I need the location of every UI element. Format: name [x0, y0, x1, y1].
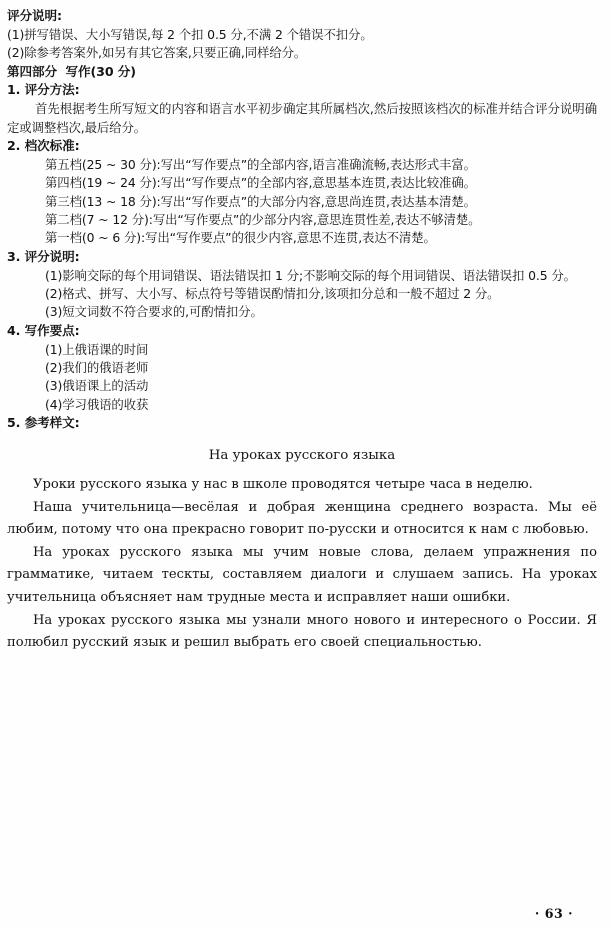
section3-item-1: (1)影响交际的每个用词错误、语法错误扣 1 分;不影响交际的每个用词错误、语法错误扣 0.5 分。	[45, 267, 576, 283]
scoring-notes-item-1: (1)拼写错误、大小写错误,每 2 个扣 0.5 分,不满 2 个错误不扣分。	[7, 26, 373, 42]
sample-paragraph-3: На уроках русского языка мы учим новые слова, делаем упражнения по грамматике, читаем тескты, составляем диалоги и слушаем запись. На уроках учительница объясняет нам трудные места и исправляет наши ошибки.	[7, 544, 597, 606]
section3-heading: 3. 评分说明:	[7, 248, 80, 264]
scoring-notes-item-2: (2)除参考答案外,如另有其它答案,只要正确,同样给分。	[7, 45, 307, 61]
section1-body: 首先根据考生所写短文的内容和语言水平初步确定其所属档次,然后按照该档次的标准并结合评分说明确定或调整档次,最后给分。	[7, 101, 597, 135]
section4-item-2: (2)我们的俄语老师	[45, 360, 149, 376]
section4-item-3: (3)俄语课上的活动	[45, 378, 149, 394]
sample-title-wrap	[7, 445, 597, 467]
sample-paragraph-1: Уроки русского языка у нас в школе проводятся четыре часа в неделю.	[33, 477, 533, 493]
section2-level-4: 第四档(19 ~ 24 分):写出“写作要点”的全部内容,意思基本连贯,表达比较准确。	[45, 175, 476, 191]
section4-heading: 4. 写作要点:	[7, 322, 80, 338]
page-content	[7, 7, 597, 921]
section2-level-2: 第二档(7 ~ 12 分):写出“写作要点”的少部分内容,意思连贯性差,表达不够清楚。	[45, 212, 481, 228]
section5-heading: 5. 参考样文:	[7, 415, 80, 431]
section2-level-1: 第一档(0 ~ 6 分):写出“写作要点”的很少内容,意思不连贯,表达不清楚。	[45, 230, 436, 246]
part-four-heading: 第四部分 写作(30 分)	[7, 63, 136, 79]
section4-item-4: (4)学习俄语的收获	[45, 396, 149, 412]
page-footer	[7, 903, 597, 922]
sample-paragraph-4: На уроках русского языка мы узнали много нового и интересного о России. Я полюбил русский язык и решил выбрать его своей специальностью.	[7, 612, 597, 651]
section3-item-2: (2)格式、拼写、大小写、标点符号等错误酌情扣分,该项扣分总和一般不超过 2 分。	[45, 286, 500, 302]
section2-level-3: 第三档(13 ~ 18 分):写出“写作要点”的大部分内容,意思尚连贯,表达基本清楚。	[45, 193, 476, 209]
section2-heading: 2. 档次标准:	[7, 138, 80, 154]
scoring-notes-heading: 评分说明:	[7, 8, 62, 23]
section3-item-3: (3)短文词数不符合要求的,可酌情扣分。	[45, 304, 263, 320]
page-number: · 63 ·	[534, 906, 573, 921]
section2-level-5: 第五档(25 ~ 30 分):写出“写作要点”的全部内容,语言准确流畅,表达形式丰富。	[45, 156, 476, 172]
section1-heading: 1. 评分方法:	[7, 82, 80, 98]
section4-item-1: (1)上俄语课的时间	[45, 341, 149, 357]
sample-essay	[7, 445, 597, 655]
sample-paragraph-2: Наша учительница—весёлая и добрая женщина среднего возраста. Мы её любим, потому что она прекрасно говорит по-русски и относится к нам с любовью.	[7, 499, 597, 538]
sample-essay-title: На уроках русского языка	[208, 448, 396, 464]
